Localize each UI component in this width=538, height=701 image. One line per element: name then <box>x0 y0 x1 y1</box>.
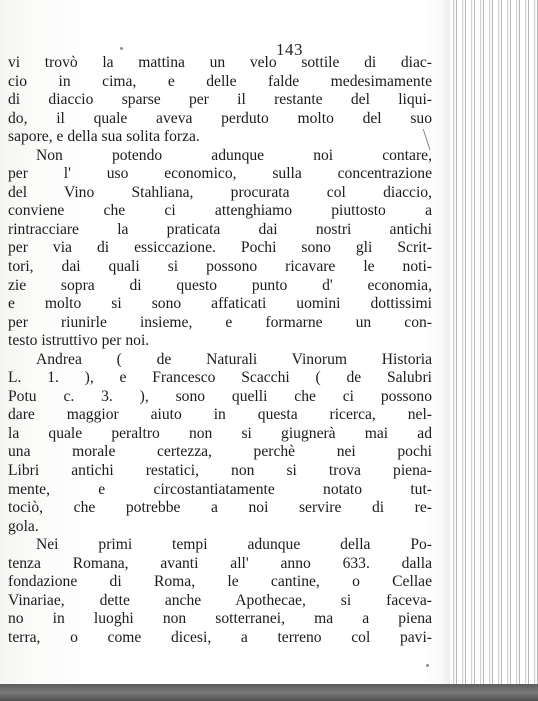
text-line: gola. <box>8 517 39 535</box>
text-line: e molto si sono affaticati uomini dottissimi <box>8 295 432 313</box>
text-line: Vinariae, dette anche Apothecae, si faceva- <box>8 591 432 609</box>
body-text <box>8 54 432 648</box>
text-line: tenza Romana, avanti all' anno 633. dalla <box>8 554 432 572</box>
page-speck <box>426 664 429 667</box>
text-line: no in luoghi non sotterranei, ma a piena <box>8 610 432 628</box>
book-spine-edge <box>450 0 538 684</box>
text-line: fondazione di Roma, le cantine, o Cellae <box>8 573 432 591</box>
text-line: Non potendo adunque noi contare, <box>36 146 432 164</box>
page-speck <box>120 47 123 50</box>
text-line: terra, o come dicesi, a terreno col pavi- <box>8 628 432 646</box>
text-line: per l' uso economico, sulla concentrazione <box>8 165 432 183</box>
text-line: Libri antichi restatici, non si trova piena- <box>8 462 432 480</box>
text-line: tori, dai quali si possono ricavare le noti- <box>8 258 432 276</box>
text-line: Andrea ( de Naturali Vinorum Historia <box>36 350 432 368</box>
text-line: L. 1. ), e Francesco Scacchi ( de Salubri <box>8 369 432 387</box>
text-line: mente, e circostantiatamente notato tut- <box>8 480 432 498</box>
text-line: di diaccio sparse per il restante del liqui- <box>8 91 432 109</box>
text-line: sapore, e della sua solita forza. <box>8 128 200 146</box>
text-line: conviene che ci attenghiamo piuttosto a <box>8 202 432 220</box>
text-line: dare maggior aiuto in questa ricerca, nel- <box>8 406 432 424</box>
text-line: do, il quale aveva perduto molto del suo <box>8 109 432 127</box>
page-number: 143 <box>276 40 303 59</box>
scan-bottom-edge <box>0 684 538 701</box>
text-line: del Vino Stahliana, procurata col diaccio, <box>8 183 432 201</box>
text-line: la quale peraltro non si giugnerà mai ad <box>8 424 432 442</box>
text-line: testo istruttivo per noi. <box>8 332 150 350</box>
text-line: cio in cima, e delle falde medesimamente <box>8 72 432 90</box>
text-line: vi trovò la mattina un velo sottile di diac- <box>8 54 432 71</box>
text-line: una morale certezza, perchè nei pochi <box>8 443 432 461</box>
text-line: rintracciare la praticata dai nostri antichi <box>8 220 432 238</box>
text-line: Nei primi tempi adunque della Po- <box>36 536 432 554</box>
text-line: zie sopra di questo punto d' economia, <box>8 276 432 294</box>
text-line: per via di essiccazione. Pochi sono gli Scrit- <box>8 239 432 257</box>
text-line: Potu c. 3. ), sono quelli che ci possono <box>8 387 432 405</box>
text-line: per riunirle insieme, e formarne un con- <box>8 313 432 331</box>
text-line: tociò, che potrebbe a noi servire di re- <box>8 499 432 517</box>
